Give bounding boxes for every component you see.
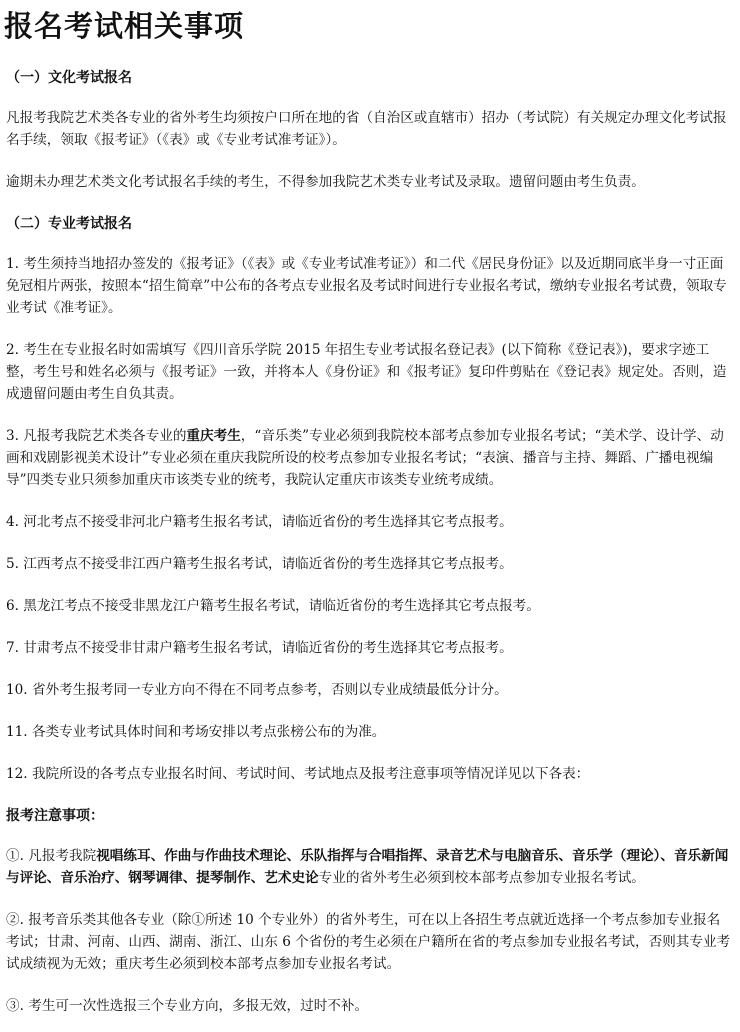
note-1-text-pre: ①. 凡报考我院: [6, 848, 97, 864]
professional-item-2: 2. 考生在专业报名时如需填写《四川音乐学院 2015 年招生专业考试报名登记表》(以下简称《登记表》)，要求字迹工整，考生号和姓名必须与《报考证》一致，并将本人《身份证》和《报考证》复印件剪贴在《登记表》规定处。否则，造成遗留问题由考生自负其责。: [6, 342, 727, 402]
notes-heading: 报考注意事项：: [6, 808, 104, 824]
professional-item-4: 4. 河北考点不接受非河北户籍考生报名考试，请临近省份的考生选择其它考点报考。: [6, 514, 513, 530]
professional-item-3: [6, 425, 732, 491]
note-3: ③. 考生可一次性选报三个专业方向，多报无效，过时不补。: [6, 998, 369, 1014]
culture-paragraph-2: 逾期未办理艺术类文化考试报名手续的考生，不得参加我院艺术类专业考试及录取。遗留问题由考生负责。: [6, 174, 645, 190]
professional-item-7: 7. 甘肃考点不接受非甘肃户籍考生报名考试，请临近省份的考生选择其它考点报考。: [6, 640, 513, 656]
note-1-text-post: 专业的省外考生必须到校本部考点参加专业报名考试。: [318, 870, 645, 886]
professional-item-11: 11. 各类专业考试具体时间和考场安排以考点张榜公布的为准。: [6, 724, 386, 740]
section-heading-professional: （二）专业考试报名: [6, 216, 132, 232]
professional-item-10: 10. 省外考生报考同一专业方向不得在不同考点参考，否则以专业成绩最低分计分。: [6, 682, 508, 698]
section-heading-culture: （一）文化考试报名: [6, 70, 132, 86]
professional-item-12: 12. 我院所设的各考点专业报名时间、考试时间、考试地点及报考注意事项等情况详见以下各表：: [6, 766, 590, 782]
professional-item-5: 5. 江西考点不接受非江西户籍考生报名考试，请临近省份的考生选择其它考点报考。: [6, 556, 513, 572]
item-3-text-bold: 重庆考生: [186, 428, 241, 444]
professional-item-6: 6. 黑龙江考点不接受非黑龙江户籍考生报名考试，请临近省份的考生选择其它考点报考。: [6, 598, 540, 614]
item-3-text-pre: 3. 凡报考我院艺术类各专业的: [6, 428, 187, 444]
culture-paragraph-1: 凡报考我院艺术类各专业的省外考生均须按户口所在地的省（自治区或直辖市）招办（考试院）有关规定办理文化考试报名手续，领取《报考证》（《表》或《专业考试准考证》）。: [6, 110, 727, 148]
note-1: [6, 845, 732, 889]
note-1-text-bold: 视唱练耳、作曲与作曲技术理论、乐队指挥与合唱指挥、录音艺术与电脑音乐、音乐学（理论）、音乐新闻与评论、音乐治疗、钢琴调律、提琴制作、艺术史论: [6, 848, 729, 886]
item-3-text-post: ，“音乐类”专业必须到我院校本部考点参加专业报名考试；“美术学、设计学、动画和戏剧影视美术设计”专业必须在重庆我院所设的校考点参加专业报名考试；“表演、播音与主持、舞蹈、广播电视编导”四类专业只须参加重庆市该类专业的统考，我院认定重庆市该类专业统考成绩。: [6, 428, 724, 488]
professional-item-1: 1. 考生须持当地招办签发的《报考证》（《表》或《专业考试准考证》）和二代《居民身份证》以及近期同底半身一寸正面免冠相片两张，按照本“招生简章”中公布的各考点专业报名及考试时间进行专业报名考试，缴纳专业报名考试费，领取专业考试《准考证》。: [6, 256, 727, 316]
note-2: ②. 报考音乐类其他各专业（除①所述 10 个专业外）的省外考生，可在以上各招生考点就近选择一个考点参加专业报名考试；甘肃、河南、山西、湖南、浙江、山东 6 个省份的考生必须在户籍所在省的考点参加专业报名考试，否则其专业考试成绩视为无效；重庆考生必须到校本部考点参加专业报名考试。: [6, 912, 731, 972]
page-title: 报名考试相关事项: [4, 9, 245, 43]
